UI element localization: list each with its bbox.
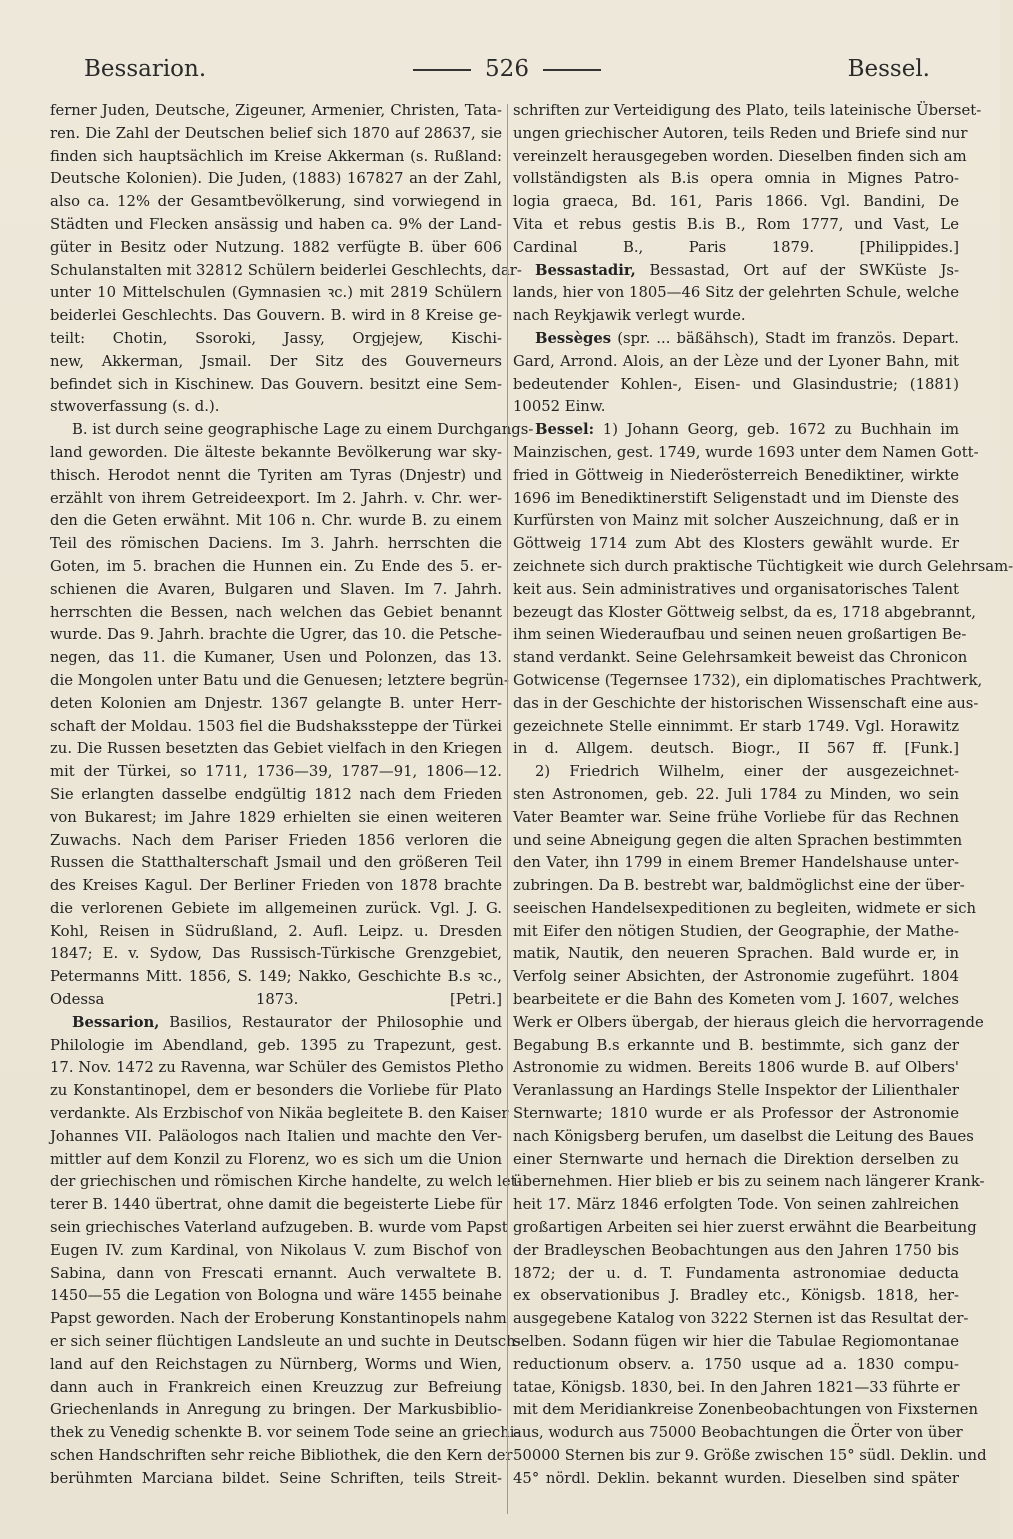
text-line: deten Kolonien am Dnjestr. 1367 gelangte B. unter Herr- [50,694,502,712]
text-line: teilt: Chotin, Ssoroki, Jassy, Orgjejew, Kischi- [50,329,502,347]
entry-headword: Bessarion, [72,1013,160,1031]
text-line: der griechischen und römischen Kirche handelte, zu welch let- [50,1173,522,1191]
text-line: Sternwarte; 1810 wurde er als Professor der Astronomie [513,1105,959,1123]
text-line: bearbeitete er die Bahn des Kometen vom J. 1607, welches [513,991,959,1009]
text-line: ungen griechischer Autoren, teils Reden und Briefe sind nur [513,124,968,142]
text-line: selben. Sodann fügen wir hier die Tabulae Regiomontanae [513,1333,959,1351]
text-line: Sie erlangten dasselbe endgültig 1812 nach dem Frieden [50,785,502,803]
text-line: Philologie im Abendland, geb. 1395 zu Trapezunt, gest. [50,1036,502,1054]
text-line: von Bukarest; im Jahre 1829 erhielten sie einen weiteren [50,808,502,826]
text-line: zubringen. Da B. bestrebt war, baldmöglichst eine der über- [513,877,965,895]
text-line: Göttweig 1714 zum Abt des Klosters gewählt wurde. Er [513,535,959,553]
text-line: 1847; E. v. Sydow, Das Russisch-Türkische Grenzgebiet, [50,945,502,963]
text-line: Astronomie zu widmen. Bereits 1806 wurde B. auf Olbers' [513,1059,959,1077]
header-right-keyword: Bessel. [847,56,930,82]
text-line: Russen die Statthalterschaft Jsmail und den größeren Teil [50,854,502,872]
text-line: vereinzelt herausgegeben worden. Dieselben finden sich am [513,147,967,165]
text-line: das in der Geschichte der historischen Wissenschaft eine aus- [513,694,979,712]
text-line: Bessarion, Basilios, Restaurator der Philosophie und [72,1013,502,1031]
text-line: übernehmen. Hier blieb er bis zu seinem nach längerer Krank- [513,1173,985,1191]
text-line: Goten, im 5. brachen die Hunnen ein. Zu Ende des 5. er- [50,557,502,575]
text-line: Petermanns Mitt. 1856, S. 149; Nakko, Geschichte B.s ꝛc., [50,968,502,986]
text-line: zeichnete sich durch praktische Tüchtigkeit wie durch Gelehrsam- [513,557,1013,575]
text-line: 17. Nov. 1472 zu Ravenna, war Schüler des Gemistos Pletho [50,1059,504,1077]
text-line: befindet sich in Kischinew. Das Gouvern. besitzt eine Sem- [50,375,502,393]
text-line: beiderlei Geschlechts. Das Gouvern. B. wird in 8 Kreise ge- [50,307,502,325]
text-line: nach Königsberg berufen, um daselbst die Leitung des Baues [513,1127,974,1145]
text-line: dann auch in Frankreich einen Kreuzzug zur Befreiung [50,1378,502,1396]
text-line: Verfolg seiner Absichten, der Astronomie zugeführt. 1804 [513,968,959,986]
text-line: Gard, Arrond. Alois, an der Lèze und der Lyoner Bahn, mit [513,352,959,370]
text-line: mit dem Meridiankreise Zonenbeobachtungen von Fixsternen [513,1401,978,1419]
text-line: lands, hier von 1805—46 Sitz der gelehrten Schule, welche [513,284,959,302]
text-line: terer B. 1440 übertrat, ohne damit die begeisterte Liebe für [50,1196,503,1214]
text-line: zu. Die Russen besetzten das Gebiet vielfach in den Kriegen [50,740,502,758]
text-line: Griechenlands in Anregung zu bringen. Der Markusbiblio- [50,1401,502,1419]
entry-headword: Bessèges [535,329,612,347]
text-line: thek zu Venedig schenkte B. vor seinem Tode seine an griechi- [50,1424,520,1442]
text-line: Kurfürsten von Mainz mit solcher Auszeichnung, daß er in [513,512,959,530]
text-line: Deutsche Kolonien). Die Juden, (1883) 167827 an der Zahl, [50,170,502,188]
text-line: Sabina, dann von Frescati ernannt. Auch verwaltete B. [50,1264,502,1282]
column-divider [507,104,508,1514]
text-line: ausgegebene Katalog von 3222 Sternen ist das Resultat der- [513,1310,969,1328]
text-line: die verlorenen Gebiete im allgemeinen zurück. Vgl. J. G. [50,899,502,917]
text-line: finden sich hauptsächlich im Kreise Akkerman (s. Rußland: [50,147,502,165]
text-line: thisch. Herodot nennt die Tyriten am Tyras (Dnjestr) und [50,466,502,484]
text-line: güter in Besitz oder Nutzung. 1882 verfügte B. über 606 [50,238,502,256]
text-line: großartigen Arbeiten sei hier zuerst erwähnt die Bearbeitung [513,1219,977,1237]
text-line: new, Akkerman, Jsmail. Der Sitz des Gouverneurs [50,352,502,370]
text-line: zu Konstantinopel, dem er besonders die Vorliebe für Plato [50,1082,502,1100]
text-line: 10052 Einw. [513,398,606,416]
running-head [84,56,930,92]
text-line: berühmten Marciana bildet. Seine Schriften, teils Streit- [50,1469,502,1487]
right-text-column [513,100,1013,1520]
text-line: Cardinal B., Paris 1879. [Philippides.] [513,238,959,256]
text-line: Begabung B.s erkannte und B. bestimmte, sich ganz der [513,1036,959,1054]
text-line: ex observationibus J. Bradley etc., Königsb. 1818, her- [513,1287,959,1305]
text-line: Gotwicense (Tegernsee 1732), ein diplomatisches Prachtwerk, [513,671,983,689]
text-line: Kohl, Reisen in Südrußland, 2. Aufl. Leipz. u. Dresden [50,922,502,940]
text-line: fried in Göttweig in Niederösterreich Benediktiner, wirkte [513,466,959,484]
page-number-block [84,56,930,82]
text-line: bedeutender Kohlen-, Eisen- und Glasindustrie; (1881) [513,375,959,393]
text-line: Vater Beamter war. Seine frühe Vorliebe für das Rechnen [513,808,959,826]
text-line: wurde. Das 9. Jahrh. brachte die Ugrer, das 10. die Petsche- [50,626,502,644]
text-line: Papst geworden. Nach der Eroberung Konstantinopels nahm [50,1310,507,1328]
left-text-column [50,100,534,1520]
page-number: 526 [485,56,529,82]
text-line: Bessel: 1) Johann Georg, geb. 1672 zu Buchhain im [535,421,959,439]
entry-headword: Bessel: [535,421,595,439]
header-left-keyword: Bessarion. [84,56,207,82]
text-line: 45° nördl. Deklin. bekannt wurden. Dieselben sind später [513,1469,959,1487]
text-line: reductionum observ. a. 1750 usque ad a. 1830 compu- [513,1355,959,1373]
text-line: des Kreises Kagul. Der Berliner Frieden von 1878 brachte [50,877,502,895]
text-line: den die Geten erwähnt. Mit 106 n. Chr. wurde B. zu einem [50,512,502,530]
text-line: Mainzischen, gest. 1749, wurde 1693 unter dem Namen Gott- [513,443,979,461]
text-line: Teil des römischen Daciens. Im 3. Jahrh. herrschten die [50,535,502,553]
text-line: negen, das 11. die Kumaner, Usen und Polonzen, das 13. [50,649,502,667]
text-line: matik, Nautik, den neueren Sprachen. Bald wurde er, in [513,945,959,963]
text-line: mit der Türkei, so 1711, 1736—39, 1787—91, 1806—12. [50,763,502,781]
text-line: heit 17. März 1846 erfolgten Tode. Von seinen zahlreichen [513,1196,959,1214]
text-line: Städten und Flecken ansässig und haben ca. 9% der Land- [50,215,502,233]
text-line: 1450—55 die Legation von Bologna und wäre 1455 beinahe [50,1287,502,1305]
text-line: erzählt von ihrem Getreideexport. Im 2. Jahrh. v. Chr. wer- [50,489,502,507]
text-line: tatae, Königsb. 1830, bei. In den Jahren 1821—33 führte er [513,1378,960,1396]
text-line: ren. Die Zahl der Deutschen belief sich 1870 auf 28637, sie [50,124,502,142]
text-line: stwoverfassung (s. d.). [50,398,220,416]
text-line: land geworden. Die älteste bekannte Bevölkerung war sky- [50,443,502,461]
text-line: schienen die Avaren, Bulgaren und Slaven. Im 7. Jahrh. [50,580,502,598]
text-line: aus, wodurch aus 75000 Beobachtungen die Örter von über [513,1424,963,1442]
text-line: unter 10 Mittelschulen (Gymnasien ꝛc.) mit 2819 Schülern [50,284,502,302]
text-line: sein griechisches Vaterland aufzugeben. B. wurde vom Papst [50,1219,508,1237]
text-line: Johannes VII. Paläologos nach Italien und machte den Ver- [50,1127,502,1145]
text-line: 1872; der u. d. T. Fundamenta astronomiae deducta [513,1264,959,1282]
text-line: Zuwachs. Nach dem Pariser Frieden 1856 verloren die [50,831,502,849]
text-line: einer Sternwarte und hernach die Direktion derselben zu [513,1150,959,1168]
text-line: gezeichnete Stelle einnimmt. Er starb 1749. Vgl. Horawitz [513,717,959,735]
text-line: Werk er Olbers übergab, der hieraus gleich die hervorragende [513,1013,984,1031]
text-line: stand verdankt. Seine Gelehrsamkeit beweist das Chronicon [513,649,968,667]
text-line: seeischen Handelsexpeditionen zu begleiten, widmete er sich [513,899,977,917]
text-line: Vita et rebus gestis B.is B., Rom 1777, und Vast, Le [513,215,959,233]
text-line: Schulanstalten mit 32812 Schülern beiderlei Geschlechts, dar- [50,261,522,279]
text-line: schaft der Moldau. 1503 fiel die Budshakssteppe der Türkei [50,717,502,735]
text-line: und seine Abneigung gegen die alten Sprachen bestimmten [513,831,963,849]
header-rule-right [543,69,601,71]
text-line: B. ist durch seine geographische Lage zu einem Durchgangs- [72,421,534,439]
text-line: schriften zur Verteidigung des Plato, teils lateinische Überset- [513,102,982,119]
text-line: Odessa 1873. [Petri.] [50,991,502,1009]
text-line: keit aus. Sein administratives und organisatorisches Talent [513,580,959,598]
text-line: ferner Juden, Deutsche, Zigeuner, Armenier, Christen, Tata- [50,102,502,119]
text-line: er sich seiner flüchtigen Landsleute an und suchte in Deutsch- [50,1333,521,1351]
text-line: logia graeca, Bd. 161, Paris 1866. Vgl. Bandini, De [513,193,959,211]
entry-headword: Bessastadir, [535,261,636,279]
text-line: 2) Friedrich Wilhelm, einer der ausgezeichnet- [535,763,959,781]
text-line: Veranlassung an Hardings Stelle Inspektor der Lilienthaler [513,1082,959,1100]
text-line: 50000 Sternen bis zur 9. Größe zwischen 15° südl. Deklin. und [513,1447,987,1465]
text-line: nach Reykjawik verlegt wurde. [513,307,746,325]
header-rule-left [413,69,471,71]
text-line: sten Astronomen, geb. 22. Juli 1784 zu Minden, wo sein [513,785,959,803]
text-line: ihm seinen Wiederaufbau und seinen neuen großartigen Be- [513,626,967,644]
text-line: also ca. 12% der Gesamtbevölkerung, sind vorwiegend in [50,193,502,211]
text-line: mit Eifer den nötigen Studien, der Geographie, der Mathe- [513,922,959,940]
text-line: Bessastadir, Bessastad, Ort auf der SWKüste Js- [535,261,959,279]
text-line: land auf den Reichstagen zu Nürnberg, Worms und Wien, [50,1355,502,1373]
text-line: in d. Allgem. deutsch. Biogr., II 567 ff. [Funk.] [513,740,959,758]
text-line: herrschten die Bessen, nach welchen das Gebiet benannt [50,603,502,621]
text-line: mittler auf dem Konzil zu Florenz, wo es sich um die Union [50,1150,502,1168]
text-line: 1696 im Benediktinerstift Seligenstadt und im Dienste des [513,489,959,507]
text-line: der Bradleyschen Beobachtungen aus den Jahren 1750 bis [513,1241,959,1259]
text-line: schen Handschriften sehr reiche Bibliothek, die den Kern der [50,1447,513,1465]
text-line: verdankte. Als Erzbischof von Nikäa begleitete B. den Kaiser [50,1105,509,1123]
text-line: vollständigsten als B.is opera omnia in Mignes Patro- [513,170,959,188]
text-line: die Mongolen unter Batu und die Genuesen; letztere begrün- [50,671,509,689]
text-line: den Vater, ihn 1799 in einem Bremer Handelshause unter- [513,854,959,872]
text-line: bezeugt das Kloster Göttweig selbst, da es, 1718 abgebrannt, [513,603,976,621]
text-line: Bessèges (spr. ... bäßähsch), Stadt im französ. Depart. [535,329,959,347]
text-line: Eugen IV. zum Kardinal, von Nikolaus V. zum Bischof von [50,1241,502,1259]
